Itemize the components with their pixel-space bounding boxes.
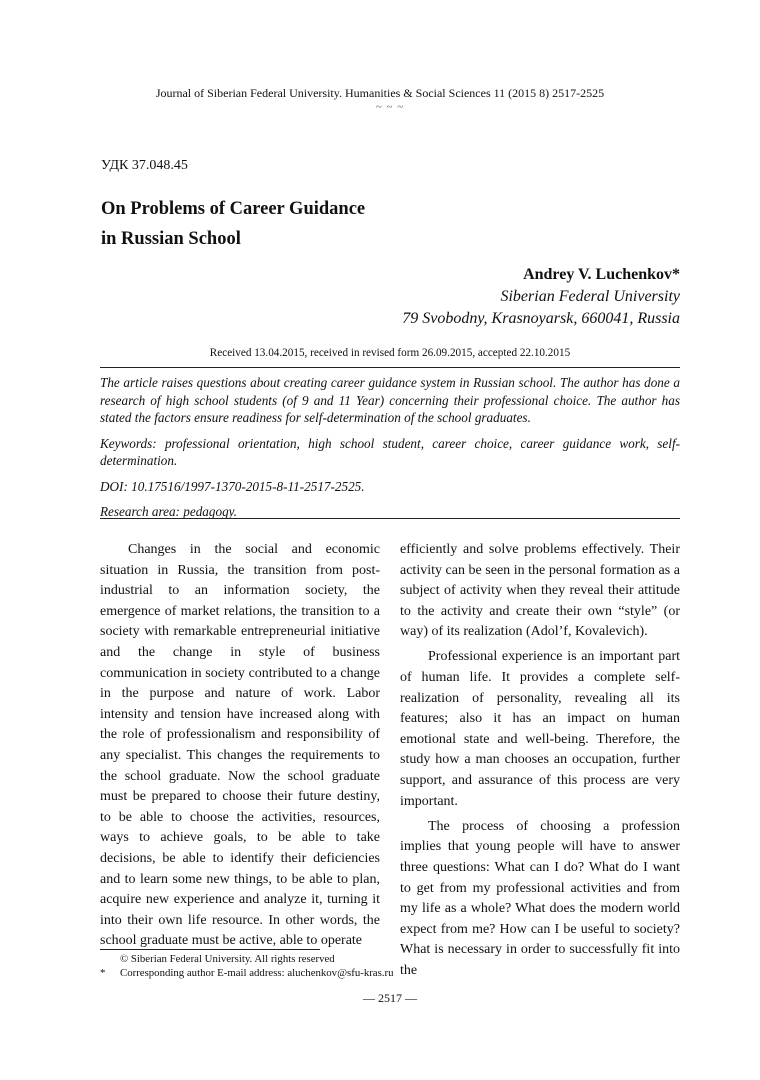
- header-ornament: ~ ~ ~: [375, 101, 405, 113]
- research-area: Research area: pedagogy.: [100, 504, 238, 519]
- copyright-footnote: [100, 953, 500, 966]
- title-line-1: On Problems of Career Guidance: [101, 199, 366, 219]
- corresponding-email: Corresponding author E-mail address: aluchenkov@sfu-kras.ru: [120, 967, 394, 979]
- udk-code: УДК 37.048.45: [101, 158, 188, 173]
- article-title: [101, 194, 501, 254]
- body-left-column: [100, 540, 380, 952]
- footnote-rule: [100, 949, 320, 950]
- author-address: 79 Svobodny, Krasnoyarsk, 660041, Russia: [402, 310, 680, 327]
- paragraph: Professional experience is an important part of human life. It provides a complete self-realization of personality, revealing all its features; also it has an impact on human emotional state and well-being. Therefore, the study how a man chooses an occupation, further support, and assurance of this process are very important.: [400, 649, 680, 809]
- paragraph: The process of choosing a profession implies that young people will have to answer three questions: What can I do? What do I want to get from my professional activities and from my life as a whole? What does the modern world expect from me? How can I be useful to society? What is necessary in order to successfully fit into the: [400, 818, 680, 978]
- page-number: — 2517 —: [363, 991, 417, 1005]
- corresponding-footnote: [100, 967, 500, 980]
- author-block: [360, 264, 680, 330]
- paragraph: efficiently and solve problems effectively. Their activity can be seen in the personal formation as a subject of activity when they reveal their attitude to the activity and create their own “style” (or way) of its realization (Adol’f, Kovalevich).: [400, 542, 680, 640]
- abstract-block: [100, 374, 680, 529]
- abstract-bottom-rule: [100, 518, 680, 519]
- journal-header: Journal of Siberian Federal University. Humanities & Social Sciences 11 (2015 8) 2517-2525: [155, 86, 605, 100]
- author-name: Andrey V. Luchenkov*: [523, 266, 680, 283]
- author-affiliation: Siberian Federal University: [500, 288, 680, 305]
- keywords: Keywords: professional orientation, high school student, career choice, career guidance work, self-determination.: [100, 435, 680, 468]
- abstract-top-rule: [100, 367, 680, 368]
- paragraph: Changes in the social and economic situation in Russia, the transition from post-industrial to an information society, the emergence of market relations, the transition to a society with remarkable entrepreneurial initiative and the change in style of business communication in society contributed to a change in the purpose and nature of work. Labor intensity and tension have increased along with the role of professionalism and responsibility of any specialist. This changes the requirements to the school graduate. Now the school graduate must be prepared to choose their future destiny, to be able to choose the activities, resources, ways to achieve goals, to be able to take decisions, be able to identify their deficiencies and to learn some new things, to be able to plan, acquire new experience and analyze it, turning it into their own life resource. In other words, the school graduate must be active, able to operate: [100, 542, 380, 949]
- copyright-text: © Siberian Federal University. All rights reserved: [120, 953, 335, 965]
- received-dates: Received 13.04.2015, received in revised form 26.09.2015, accepted 22.10.2015: [209, 347, 571, 359]
- title-line-2: in Russian School: [101, 229, 241, 249]
- body-right-column: [400, 540, 680, 981]
- doi: DOI: 10.17516/1997-1370-2015-8-11-2517-2525.: [100, 478, 365, 494]
- footnote-mark: *: [100, 967, 106, 979]
- abstract-text: The article raises questions about creating career guidance system in Russian school. The author has done a research of high school students (of 9 and 11 Year) concerning their professional choice. The author has stated the factors ensure readiness for self-determination of the school graduates.: [100, 375, 680, 425]
